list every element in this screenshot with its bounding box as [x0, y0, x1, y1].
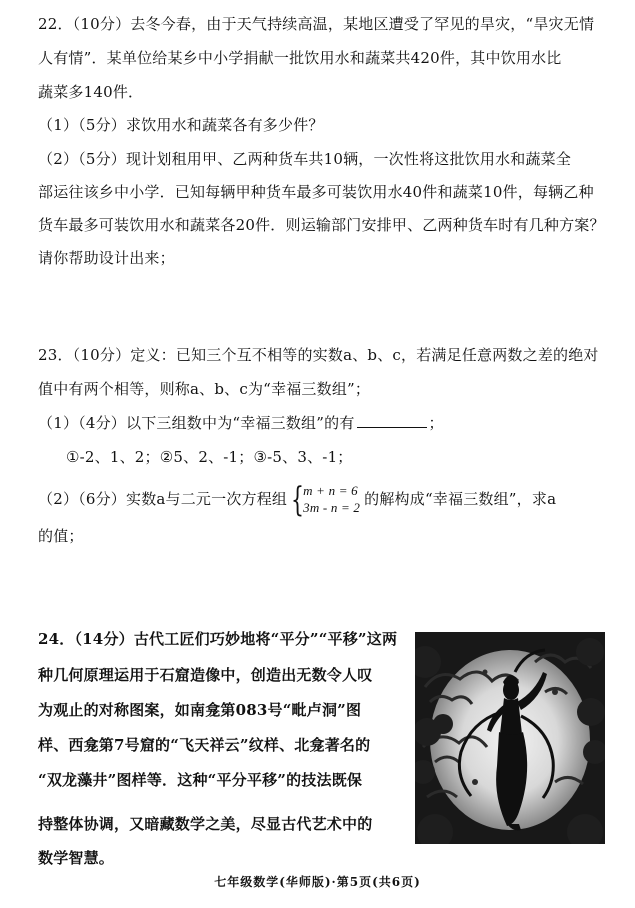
feitian-cloud-illustration [415, 632, 605, 844]
q24-line-7: 数学智慧。 [38, 849, 115, 867]
equation-2: 3m - n = 2 [303, 500, 361, 515]
q22-line-1: 22．（10分）去冬今春，由于天气持续高温，某地区遭受了罕见的旱灾，“旱灾无情 [38, 15, 595, 33]
equation-1: m + n = 6 [303, 483, 358, 498]
q22-part1: （1）（5分）求饮用水和蔬菜各有多少件？ [38, 116, 324, 134]
q24-line-1: 24．（14分）古代工匠们巧妙地将“平分”“平移”这两 [38, 630, 398, 648]
q24-line-2: 种几何原理运用于石窟造像中，创造出无数令人叹 [38, 666, 373, 684]
q24-line-3: 为观止的对称图案，如南龛第083号“毗卢洞”图 [38, 701, 362, 719]
q22-part2-line-1: （2）（5分）现计划租用甲、乙两种货车共10辆，一次性将这批饮用水和蔬菜全 [38, 150, 572, 168]
q23-part2 [38, 482, 556, 518]
q23-part2-text: （2）（6分）实数a与二元一次方程组 [38, 490, 288, 508]
page-footer: 七年级数学(华师版)·第5页(共6页) [214, 875, 421, 889]
equation-system [291, 482, 360, 518]
q23-part1-text: （1）（4分）以下三组数中为“幸福三数组”的有 [38, 414, 355, 432]
q22-part2-line-4: 请你帮助设计出来； [38, 249, 175, 267]
q22-line-3: 蔬菜多140件． [38, 83, 144, 101]
brace-symbol: { [291, 480, 305, 520]
q24-line-5: “双龙藻井”图样等．这种“平分平移”的技法既保 [38, 771, 363, 789]
q23-line-2: 值中有两个相等，则称a、b、c为“幸福三数组”； [38, 380, 371, 398]
q22-part2-line-3: 货车最多可装饮用水和蔬菜各20件．则运输部门安排甲、乙两种货车时有几种方案？ [38, 216, 605, 234]
q23-part2-line-2: 的值； [38, 527, 84, 545]
q23-line-1: 23．（10分）定义：已知三个互不相等的实数a、b、c，若满足任意两数之差的绝对 [38, 346, 599, 364]
q23-part1 [38, 412, 444, 434]
answer-blank[interactable] [357, 413, 427, 428]
q24-line-4: 样、西龛第7号窟的“飞天祥云”纹样、北龛著名的 [38, 736, 371, 754]
q22-part2-line-2: 部运往该乡中小学．已知每辆甲种货车最多可装饮用水40件和蔬菜10件，每辆乙种 [38, 183, 594, 201]
q23-part1-end: ； [428, 414, 444, 432]
q24-line-6: 持整体协调，又暗藏数学之美，尽显古代艺术中的 [38, 815, 373, 833]
q23-options: ①-2、1、2；②5、2、-1；③-5、3、-1； [66, 448, 353, 466]
q22-line-2: 人有情”．某单位给某乡中小学捐献一批饮用水和蔬菜共420件，其中饮用水比 [38, 49, 562, 67]
q23-part2-end: 的解构成“幸福三数组”，求a [364, 490, 557, 508]
